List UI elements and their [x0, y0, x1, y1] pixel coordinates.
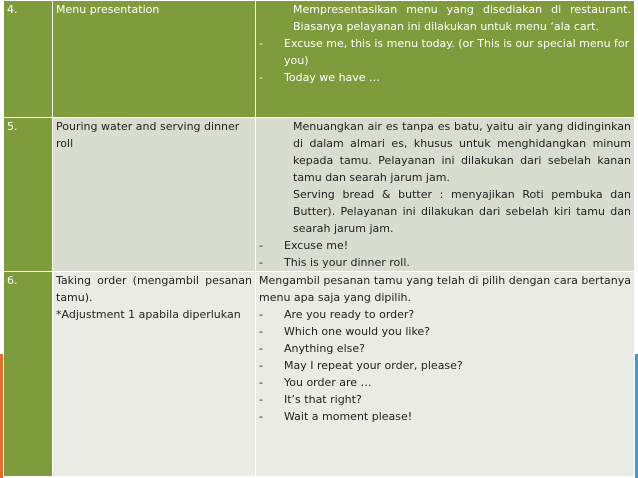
- bullet-item: [259, 408, 631, 425]
- step-title: [53, 118, 256, 272]
- bullet-marker: -: [259, 325, 263, 338]
- bullet-text: Are you ready to order?: [284, 308, 415, 321]
- bullet-marker: -: [259, 256, 263, 269]
- bullet-item: [259, 323, 631, 340]
- step-title-text: Menu presentation: [56, 3, 160, 16]
- table-row: [4, 1, 635, 118]
- bullet-marker: -: [259, 308, 263, 321]
- bullet-item: [259, 357, 631, 374]
- bullet-text: Which one would you like?: [284, 325, 431, 338]
- step-title-text: Pouring water and serving dinner roll: [56, 120, 240, 150]
- description-paragraph: Menuangkan air es tanpa es batu, yaitu air yang didinginkan di dalam almari es, khusus untuk menghidangkan minum kepada tamu. Pelayanan ini dilakukan dari sebelah kanan tamu dan searah jarum jam.: [293, 120, 631, 184]
- step-description: [256, 1, 635, 118]
- step-title-text: Taking order (mengambil pesanan tamu).: [56, 274, 252, 304]
- table-row: [4, 118, 635, 272]
- bullet-marker: -: [259, 239, 263, 252]
- bullet-item: [259, 237, 631, 254]
- bullet-marker: -: [259, 410, 263, 423]
- step-title: [53, 1, 256, 118]
- bullet-text: Wait a moment please!: [284, 410, 413, 423]
- bullet-text: Excuse me, this is menu today. (or This is our special menu for you): [284, 37, 630, 67]
- bullet-marker: -: [259, 393, 263, 406]
- description-paragraph: Serving bread & butter : menyajikan Roti pembuka dan Butter). Pelayanan ini dilakukan dari sebelah kiri tamu dan searah jarum jam.: [293, 188, 631, 235]
- row-number: 5.: [4, 118, 53, 272]
- step-description: [256, 272, 635, 477]
- row-number: 6.: [4, 272, 53, 477]
- bullet-item: [259, 374, 631, 391]
- bullet-text: It’s that right?: [284, 393, 362, 406]
- bullet-item: [259, 391, 631, 408]
- bullet-item: [259, 69, 631, 86]
- bullet-item: [259, 306, 631, 323]
- bullet-text: This is your dinner roll.: [284, 256, 410, 269]
- row-number: 4.: [4, 1, 53, 118]
- bullet-marker: -: [259, 359, 263, 372]
- bullet-marker: -: [259, 37, 263, 50]
- bullet-marker: -: [259, 71, 263, 84]
- table-row: [4, 272, 635, 477]
- description-paragraph: Mempresentasikan menu yang disediakan di restaurant. Biasanya pelayanan ini dilakukan untuk menu ‘ala cart.: [293, 3, 631, 33]
- bullet-item: [259, 340, 631, 357]
- step-description: [256, 118, 635, 272]
- bullet-text: You order are …: [284, 376, 372, 389]
- bullet-text: Anything else?: [284, 342, 365, 355]
- bullet-item: [259, 35, 631, 69]
- bullet-text: Excuse me!: [284, 239, 349, 252]
- service-steps-table: [3, 0, 635, 477]
- bullet-text: Today we have …: [284, 71, 381, 84]
- bullet-item: [259, 254, 631, 271]
- description-paragraph: Mengambil pesanan tamu yang telah di pilih dengan cara bertanya menu apa saja yang dipilih.: [259, 274, 631, 304]
- step-title: [53, 272, 256, 477]
- step-note: *Adjustment 1 apabila diperlukan: [56, 308, 241, 321]
- bullet-marker: -: [259, 376, 263, 389]
- bullet-text: May I repeat your order, please?: [284, 359, 463, 372]
- bullet-marker: -: [259, 342, 263, 355]
